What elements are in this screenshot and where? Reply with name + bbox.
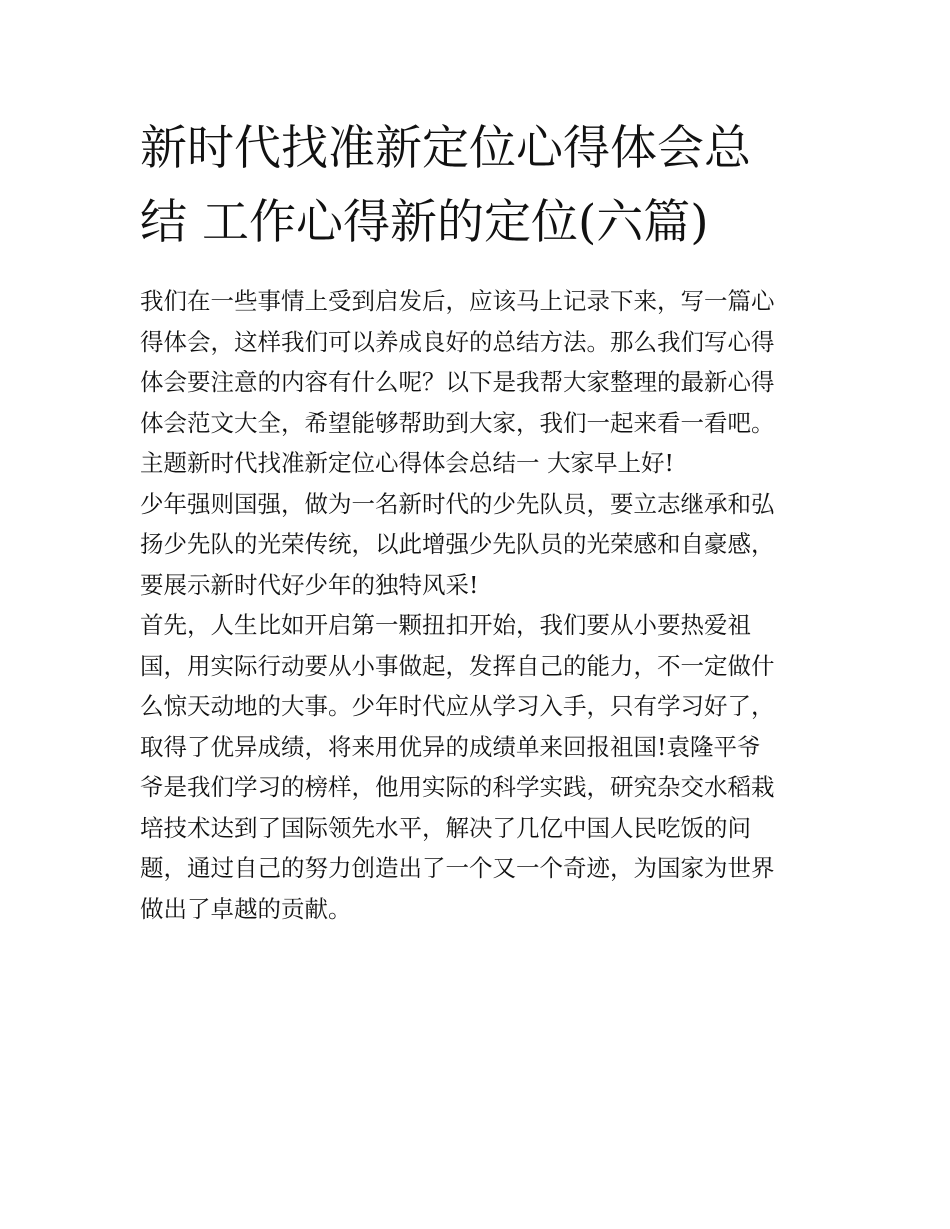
text-line: 我们在一些事情上受到启发后，应该马上记录下来，写一篇心: [140, 287, 775, 315]
page-title: [140, 112, 820, 260]
text-line: 要展示新时代好少年的独特风采!: [140, 570, 479, 599]
text-line: 国，用实际行动要从小事做起，发挥自己的能力，不一定做什: [140, 651, 775, 680]
text-line: 体会要注意的内容有什么呢？以下是我帮大家整理的最新心得: [140, 368, 775, 396]
title-line-1: 新时代找准新定位心得体会总: [140, 121, 751, 176]
text-line: 体会范文大全，希望能够帮助到大家，我们一起来看一看吧。: [140, 408, 775, 437]
text-line: 取得了优异成绩，将来用优异的成绩单来回报祖国!袁隆平爷: [140, 732, 761, 761]
title-line-2: 结 工作心得新的定位(六篇): [140, 195, 709, 250]
text-line: 少年强则国强，做为一名新时代的少先队员，要立志继承和弘: [140, 489, 775, 518]
text-line: 做出了卓越的贡献。: [140, 894, 352, 923]
text-line: 爷是我们学习的榜样，他用实际的科学实践，研究杂交水稻栽: [140, 773, 775, 801]
text-line: 得体会，这样我们可以养成良好的总结方法。那么我们写心得: [140, 327, 775, 356]
text-line: 题，通过自己的努力创造出了一个又一个奇迹，为国家为世界: [140, 854, 775, 882]
document-body: [140, 281, 820, 929]
text-line: 扬少先队的光荣传统，以此增强少先队员的光荣感和自豪感，: [140, 530, 775, 558]
text-line: 么惊天动地的大事。少年时代应从学习入手，只有学习好了，: [140, 692, 775, 720]
text-line: 首先，人生比如开启第一颗扭扣开始，我们要从小要热爱祖: [140, 611, 751, 639]
text-line: 培技术达到了国际领先水平，解决了几亿中国人民吃饭的问: [140, 813, 751, 842]
text-line: 主题新时代找准新定位心得体会总结一 大家早上好!: [140, 449, 674, 477]
